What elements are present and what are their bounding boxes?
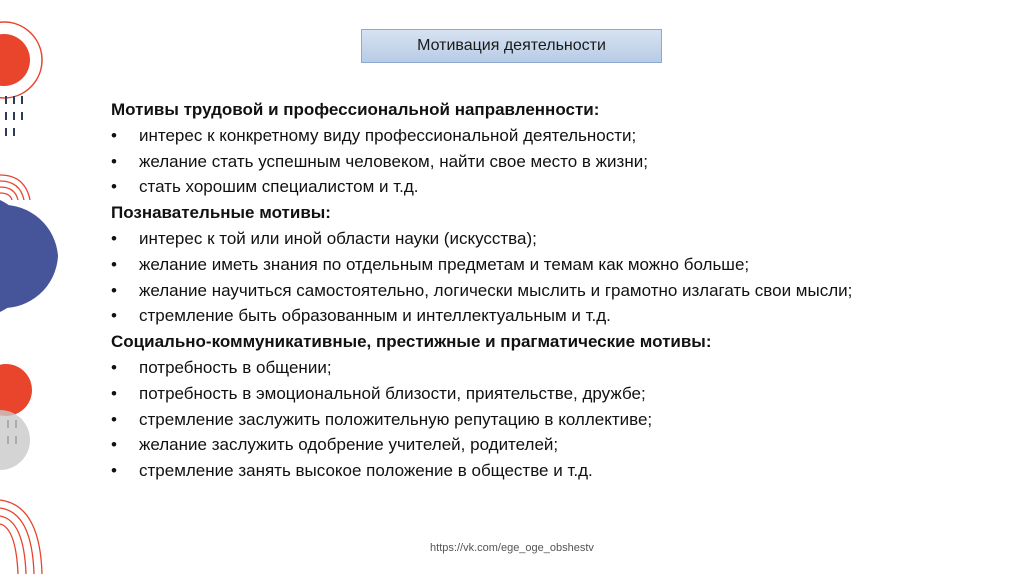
- bullet: •: [111, 409, 117, 429]
- bullet: •: [111, 254, 117, 274]
- list-item: [111, 252, 991, 278]
- bullet: •: [111, 151, 117, 171]
- list-item-text: потребность в общении;: [139, 357, 332, 377]
- section-heading: Познавательные мотивы:: [111, 203, 331, 223]
- dash-pattern-top: [6, 96, 22, 136]
- list-item: [111, 123, 991, 149]
- list-item-text: желание стать успешным человеком, найти свое место в жизни;: [139, 151, 648, 171]
- list-item: [111, 278, 991, 304]
- list-item: [111, 303, 991, 329]
- list-item: [111, 149, 991, 175]
- section-cognitive-motives: [111, 200, 991, 329]
- section-social-motives: [111, 329, 991, 484]
- list-item: [111, 174, 991, 200]
- slide-title-box: [361, 29, 662, 63]
- bullet: •: [111, 306, 117, 326]
- list-item: [111, 458, 991, 484]
- list-item: [111, 355, 991, 381]
- list-item: [111, 226, 991, 252]
- list-item: [111, 407, 991, 433]
- bullet: •: [111, 357, 117, 377]
- red-arcs: [0, 175, 30, 200]
- list-item-text: стремление быть образованным и интеллектуальным и т.д.: [139, 306, 611, 326]
- decorative-shapes: [0, 0, 70, 574]
- bullet: •: [111, 383, 117, 403]
- footer-source-link: https://vk.com/ege_oge_obshestv: [430, 542, 594, 554]
- list-item-text: желание заслужить одобрение учителей, родителей;: [139, 435, 559, 455]
- red-arcs-bottom: [0, 500, 42, 574]
- list-item-text: потребность в эмоциональной близости, приятельстве, дружбе;: [139, 383, 646, 403]
- section-heading: Мотивы трудовой и профессиональной направленности:: [111, 100, 600, 119]
- red-circle-top: [0, 34, 30, 86]
- gray-semicircle: [0, 410, 30, 470]
- bullet: •: [111, 177, 117, 197]
- section-work-motives: [111, 97, 991, 200]
- bullet: •: [111, 228, 117, 248]
- bullet: •: [111, 125, 117, 145]
- list-item-text: интерес к той или иной области науки (искусства);: [139, 228, 537, 248]
- slide-title: Мотивация деятельности: [417, 37, 606, 54]
- list-item-text: желание научиться самостоятельно, логически мыслить и грамотно излагать свои мысли;: [139, 280, 853, 300]
- list-item: [111, 432, 991, 458]
- red-circle-middle: [0, 364, 32, 416]
- list-item-text: стремление заслужить положительную репутацию в коллективе;: [139, 409, 653, 429]
- list-item-text: стремление занять высокое положение в обществе и т.д.: [139, 461, 593, 481]
- bullet: •: [111, 280, 117, 300]
- section-heading: Социально-коммуникативные, престижные и прагматические мотивы:: [111, 332, 712, 352]
- bullet: •: [111, 435, 117, 455]
- list-item-text: желание иметь знания по отдельным предметам и темам как можно больше;: [139, 254, 750, 274]
- list-item-text: интерес к конкретному виду профессиональной деятельности;: [139, 125, 637, 145]
- bullet: •: [111, 461, 117, 481]
- list-item-text: стать хорошим специалистом и т.д.: [139, 177, 419, 197]
- list-item: [111, 381, 991, 407]
- content-area: [111, 97, 991, 484]
